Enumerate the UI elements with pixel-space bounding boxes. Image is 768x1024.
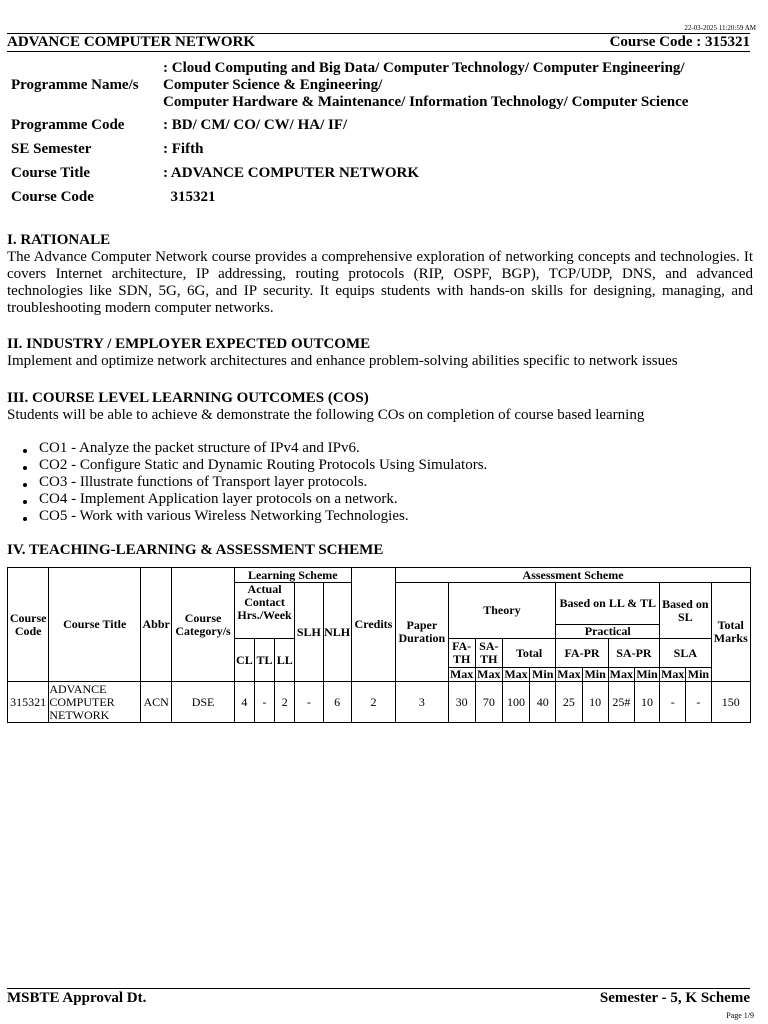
- cos-list: [7, 440, 753, 525]
- th-cl: CL: [234, 639, 254, 682]
- cell-nlh: 6: [323, 682, 351, 723]
- th-min: Min: [582, 668, 608, 682]
- th-paper-duration: Paper Duration: [396, 583, 448, 682]
- programme-names-label: Programme Name/s: [11, 77, 139, 93]
- cell-total-max: 100: [502, 682, 529, 723]
- list-item: CO2 - Configure Static and Dynamic Routing Protocols Using Simulators.: [39, 457, 753, 474]
- list-item: CO1 - Analyze the packet structure of IPv4 and IPv6.: [39, 440, 753, 457]
- cell-sa-th-max: 70: [475, 682, 502, 723]
- teaching-scheme-table: [7, 567, 751, 723]
- th-slh: SLH: [295, 583, 323, 682]
- th-max: Max: [557, 667, 581, 681]
- footer-semester: Semester - 5, K Scheme: [599, 990, 750, 1006]
- th-actual-contact: Actual Contact Hrs./Week: [234, 583, 294, 639]
- programme-code-value: : BD/ CM/ CO/ CW/ HA/ IF/: [163, 117, 348, 133]
- course-info-table: [11, 60, 751, 206]
- th-course-code: Course Code: [8, 568, 49, 682]
- th-sa-th: SA-TH: [475, 639, 502, 668]
- cell-total-marks: 150: [711, 682, 750, 723]
- programme-names-line2: Computer Science & Engineering/: [163, 77, 383, 93]
- cos-section: [7, 390, 753, 525]
- footer-approval: MSBTE Approval Dt.: [7, 990, 147, 1006]
- th-theory: Theory: [448, 583, 556, 639]
- page-header: [7, 33, 750, 50]
- th-max: Max: [504, 667, 528, 681]
- programme-names-line1: : Cloud Computing and Big Data/ Computer Technology/ Computer Engineering/: [163, 60, 685, 76]
- cell-code: 315321: [8, 682, 49, 723]
- list-item: CO5 - Work with various Wireless Networking Technologies.: [39, 508, 753, 525]
- th-max: Max: [609, 667, 633, 681]
- cell-sla-min: -: [686, 682, 711, 723]
- cell-category: DSE: [172, 682, 235, 723]
- th-fa-th: FA-TH: [448, 639, 475, 668]
- page-footer: [7, 988, 750, 1007]
- cell-sa-pr-min: 10: [634, 682, 659, 723]
- scheme-section: [7, 542, 753, 559]
- cell-sa-pr-max: 25#: [608, 682, 634, 723]
- cell-title: ADVANCE COMPUTER NETWORK: [49, 682, 141, 723]
- th-ll: LL: [275, 639, 295, 682]
- th-min: Min: [636, 667, 658, 681]
- th-assessment-scheme: Assessment Scheme: [396, 568, 751, 583]
- cell-fa-th-max: 30: [448, 682, 475, 723]
- th-abbr: Abbr: [141, 568, 172, 682]
- programme-names-line3: Computer Hardware & Maintenance/ Information Technology/ Computer Science: [163, 94, 689, 110]
- th-based-ll-tl: Based on LL & TL: [556, 583, 660, 625]
- rationale-heading: I. RATIONALE: [7, 232, 111, 248]
- course-code-number: 315321: [170, 189, 216, 205]
- th-total-marks: Total Marks: [711, 583, 750, 682]
- industry-section: [7, 336, 753, 370]
- header-course-name: ADVANCE COMPUTER NETWORK: [7, 34, 256, 50]
- th-fa-pr: FA-PR: [556, 639, 608, 668]
- header-course-code: Course Code : 315321: [609, 34, 750, 50]
- scheme-heading: IV. TEACHING-LEARNING & ASSESSMENT SCHEME: [7, 542, 384, 558]
- th-sla: SLA: [660, 639, 711, 668]
- programme-code-label: Programme Code: [11, 117, 125, 133]
- industry-text: Implement and optimize network architectures and enhance problem-solving abilities specific to network issues: [7, 353, 678, 369]
- th-max: Max: [477, 667, 501, 681]
- cell-fa-pr-min: 10: [582, 682, 608, 723]
- th-nlh: NLH: [323, 583, 351, 682]
- course-title-value: : ADVANCE COMPUTER NETWORK: [163, 165, 419, 181]
- cell-total-min: 40: [530, 682, 556, 723]
- semester-value: : Fifth: [163, 141, 204, 157]
- cell-slh: -: [295, 682, 323, 723]
- th-max: Max: [661, 667, 685, 681]
- th-max: Max: [449, 667, 474, 681]
- course-code-value: [163, 189, 751, 206]
- cell-tl: -: [254, 682, 274, 723]
- cell-credits: 2: [351, 682, 395, 723]
- th-practical: Practical: [556, 625, 660, 639]
- cell-paper: 3: [396, 682, 448, 723]
- rationale-section: [7, 232, 753, 317]
- course-title-label: Course Title: [11, 165, 91, 181]
- th-total: Total: [502, 639, 555, 668]
- list-item: CO3 - Illustrate functions of Transport layer protocols.: [39, 474, 753, 491]
- print-timestamp: 22-03-2025 11:20:59 AM: [684, 24, 756, 32]
- rationale-text: The Advance Computer Network course provides a comprehensive exploration of networking concepts and technologies. It covers Internet architecture, IP addressing, routing protocols (RIP, OSPF, BGP), TCP/UDP, DNS, and advanced technologies like SDN, 5G, 6G, and IP security. It equips students with hands-on skills for designing, managing, and troubleshooting modern computer networks.: [7, 249, 753, 316]
- industry-heading: II. INDUSTRY / EMPLOYER EXPECTED OUTCOME: [7, 336, 371, 352]
- th-learning-scheme: Learning Scheme: [234, 568, 351, 583]
- cos-heading: III. COURSE LEVEL LEARNING OUTCOMES (COS): [7, 390, 369, 406]
- th-based-sl: Based on SL: [660, 583, 711, 639]
- list-item: CO4 - Implement Application layer protocols on a network.: [39, 491, 753, 508]
- th-sa-pr: SA-PR: [608, 639, 659, 668]
- programme-names-value: [163, 60, 751, 111]
- header-divider: [7, 51, 750, 52]
- cell-ll: 2: [275, 682, 295, 723]
- cos-intro: Students will be able to achieve & demonstrate the following COs on completion of course based learning: [7, 407, 645, 423]
- cell-cl: 4: [234, 682, 254, 723]
- cell-abbr: ACN: [141, 682, 172, 723]
- th-tl: TL: [254, 639, 274, 682]
- course-code-label: Course Code: [11, 189, 94, 205]
- th-min: Min: [530, 668, 556, 682]
- semester-label: SE Semester: [11, 141, 92, 157]
- cell-fa-pr-max: 25: [556, 682, 582, 723]
- table-row: [8, 682, 751, 723]
- th-credits: Credits: [351, 568, 395, 682]
- th-course-title: Course Title: [49, 568, 141, 682]
- th-min: Min: [687, 667, 710, 681]
- th-category: Course Category/s: [172, 568, 235, 682]
- page-number: Page 1/9: [726, 1011, 754, 1020]
- cell-sla-max: -: [660, 682, 686, 723]
